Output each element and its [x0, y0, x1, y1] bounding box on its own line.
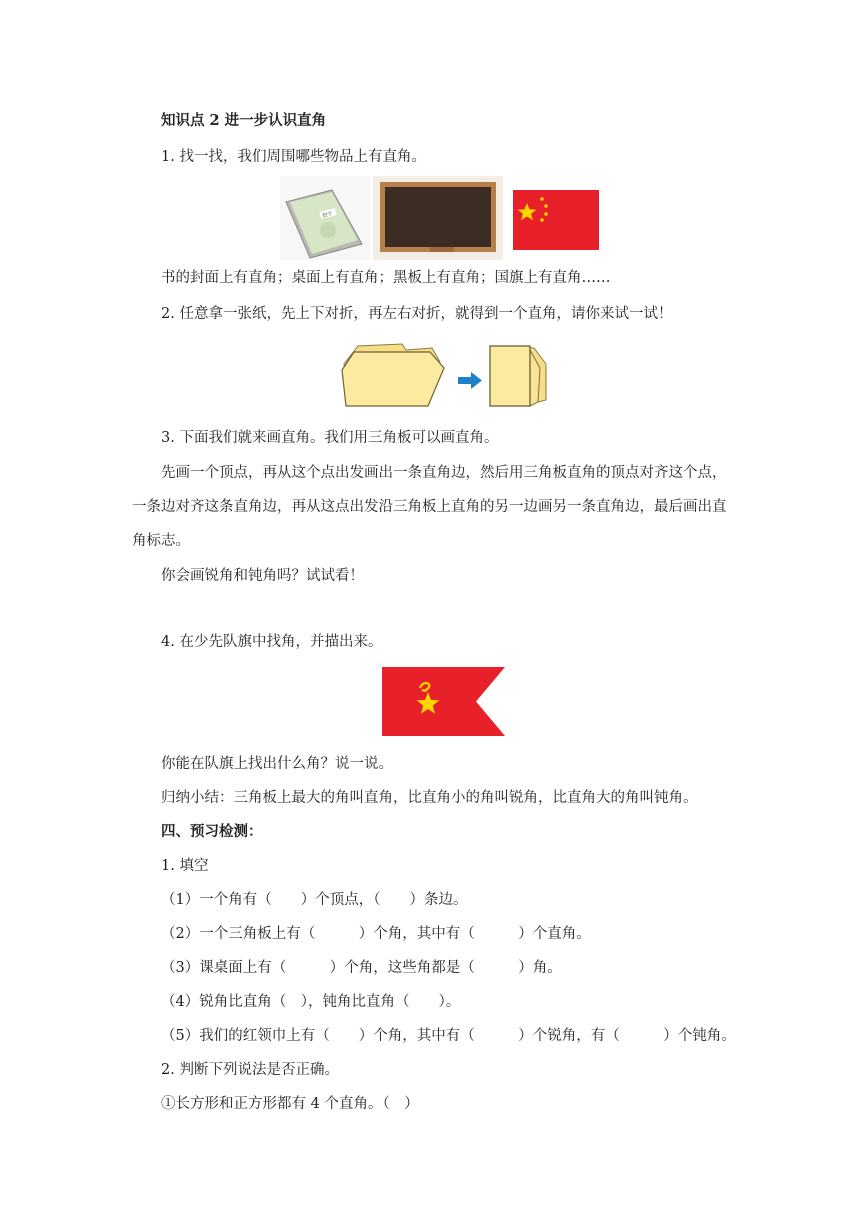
item3-text: 3. 下面我们就来画直角。我们用三角板可以画直角。	[161, 430, 499, 446]
folded-paper-shape	[342, 344, 444, 406]
q2-title: 2. 判断下列说法是否正确。	[161, 1062, 339, 1078]
q2-item: ①长方形和正方形都有 4 个直角。（ ）	[161, 1096, 419, 1112]
section-title: 知识点 2 进一步认识直角	[161, 112, 327, 129]
arrow-right-icon	[458, 372, 482, 389]
item1-caption: 书的封面上有直角；桌面上有直角；黑板上有直角；国旗上有直角……	[161, 270, 611, 286]
item4-text: 4. 在少先队旗中找角，并描出来。	[161, 634, 383, 650]
item3-detail: 先画一个顶点，再从这个点出发画出一条直角边，然后用三角板直角的顶点对齐这个点，一条边对齐这条直角边，再从这点出发沿三角板上直角的另一边画另一条直角边，最后画出直角标志。	[132, 465, 727, 549]
paper-folding-figure	[340, 340, 552, 410]
young-pioneers-flag-image	[382, 667, 506, 736]
q1-item: （3）课桌面上有（ ）个角，这些角都是（ ）角。	[161, 960, 562, 976]
q1-item: （4）锐角比直角（ ），钝角比直角（ ）。	[161, 994, 461, 1010]
book-cover-title: 数学	[321, 211, 334, 220]
item2-text: 2. 任意拿一张纸，先上下对折，再左右对折，就得到一个直角，请你来试一试！	[161, 306, 673, 322]
item4-question: 你能在队旗上找出什么角？说一说。	[161, 756, 393, 772]
rectangular-objects-figure	[280, 176, 608, 260]
small-star-icon	[540, 218, 544, 222]
national-flag-image	[506, 176, 608, 260]
book-image	[280, 176, 370, 260]
blackboard-image	[373, 176, 503, 260]
q1-item: （1）一个角有（ ）个顶点，（ ）条边。	[161, 892, 468, 908]
small-star-icon	[540, 197, 544, 201]
summary-text: 归纳小结：三角板上最大的角叫直角，比直角小的角叫锐角，比直角大的角叫钝角。	[161, 790, 698, 806]
q1-item: （2）一个三角板上有（ ）个角，其中有（ ）个直角。	[161, 926, 591, 942]
q1-title: 1. 填空	[161, 858, 209, 874]
q1-item: （5）我们的红领巾上有（ ）个角，其中有（ ）个锐角，有（ ）个钝角。	[161, 1028, 736, 1044]
small-star-icon	[544, 212, 548, 216]
item3-question: 你会画锐角和钝角吗？试试看！	[161, 568, 364, 584]
right-angle-paper-shape	[490, 346, 546, 406]
section4-title: 四、预习检测：	[161, 823, 263, 840]
item1-text: 1. 找一找，我们周围哪些物品上有直角。	[161, 149, 426, 165]
small-star-icon	[544, 204, 548, 208]
